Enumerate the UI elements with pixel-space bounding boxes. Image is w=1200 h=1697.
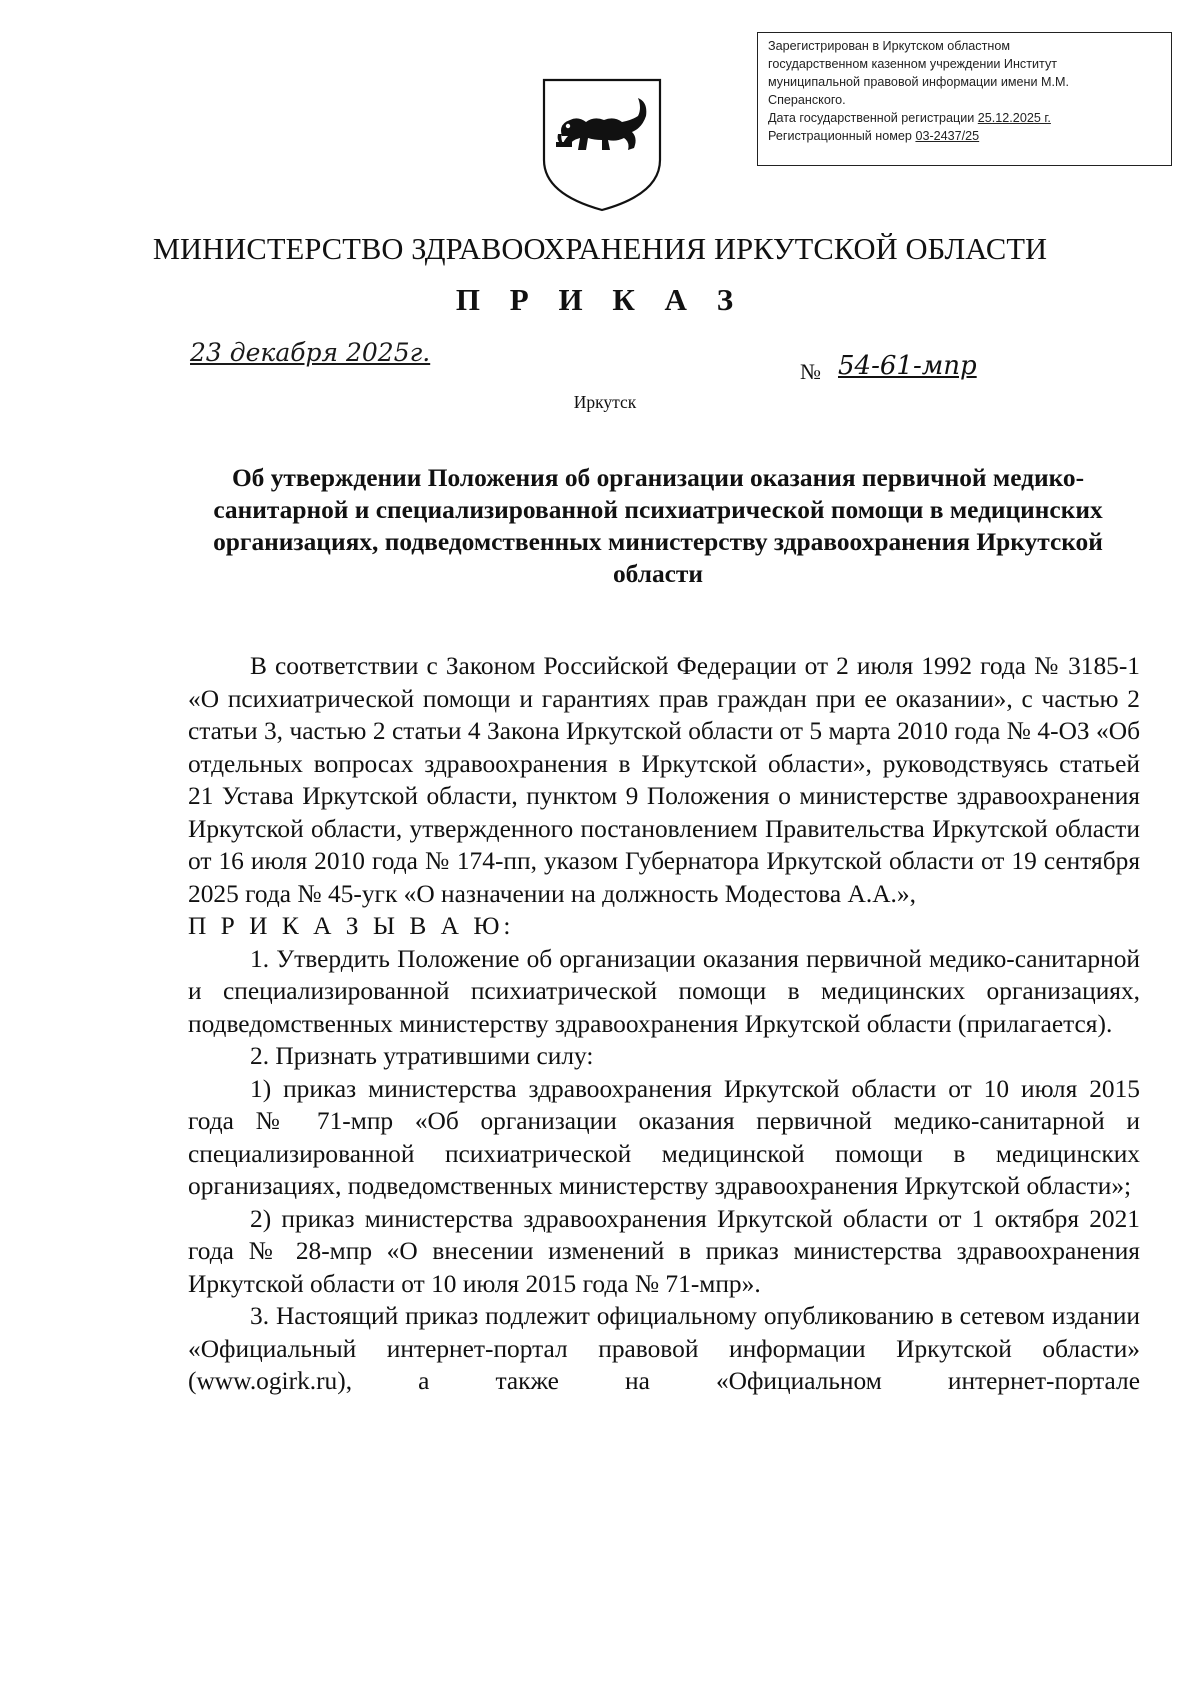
stamp-line: Сперанского.: [768, 93, 846, 107]
stamp-registration-number: [768, 127, 1163, 145]
document-body: [188, 650, 1140, 1398]
irkutsk-coat-of-arms-icon: [538, 76, 666, 213]
preamble-paragraph: В соответствии с Законом Российской Федерации от 2 июля 1992 года № 3185-1 «О психиатрической помощи и гарантиях прав граждан при ее оказании», с частью 2 статьи 3, частью 2 статьи 4 Закона Иркутской области от 5 марта 2010 года № 4-ОЗ «Об отдельных вопросах здравоохранения в Иркутской области», руководствуясь статьей 21 Устава Иркутской области, пунктом 9 Положения о министерстве здравоохранения Иркутской области, утвержденного постановлением Правительства Иркутской области от 16 июля 2010 года № 174-пп, указом Губернатора Иркутской области от 19 сентября 2025 года № 45-угк «О назначении на должность Модестова А.А.»,: [188, 652, 1140, 908]
stamp-date-value: 25.12.2025 г.: [977, 111, 1051, 125]
stamp-number-label: Регистрационный номер: [768, 129, 912, 143]
order-item-1: 1. Утвердить Положение об организации оказания первичной медико-санитарной и специализированной психиатрической помощи в медицинских организациях, подведомственных министерству здравоохранения Иркутской области (прилагается).: [188, 944, 1140, 1038]
city-name: Иркутск: [573, 392, 637, 412]
ministry-name: МИНИСТЕРСТВО ЗДРАВООХРАНЕНИЯ ИРКУТСКОЙ ОБЛАСТИ: [152, 232, 1048, 266]
stamp-number-value: 03-2437/25: [915, 129, 980, 143]
document-subject: Об утверждении Положения об организации оказания первичной медико-санитарной и специализированной психиатрической помощи в медицинских организациях, подведомственных министерству здравоохранения Иркутской области: [213, 464, 1103, 588]
order-item-3: 3. Настоящий приказ подлежит официальному опубликованию в сетевом издании «Официальный интернет-портал правовой информации Иркутской области» (www.ogirk.ru), а также на «Официальном интернет-портале: [188, 1302, 1140, 1395]
order-item-2: 2. Признать утратившими силу:: [250, 1042, 594, 1070]
handwritten-date: 23 декабря 2025г.: [190, 338, 431, 367]
stamp-registration-date: [768, 109, 1163, 127]
handwritten-order-number: 54-61-мпр: [838, 351, 977, 381]
stamp-date-label: Дата государственной регистрации: [768, 111, 975, 125]
stamp-line: государственном казенном учреждении Институт: [768, 57, 1058, 71]
number-sign: №: [800, 359, 821, 384]
stamp-line: Зарегистрирован в Иркутском областном: [768, 39, 1010, 53]
registration-stamp: [757, 32, 1172, 166]
stamp-line: муниципальной правовой информации имени М.М.: [768, 75, 1069, 89]
document-type-title: П Р И К А З: [455, 282, 745, 317]
order-item-2-2: 2) приказ министерства здравоохранения Иркутской области от 1 октября 2021 года № 28-мпр «О внесении изменений в приказ министерства здравоохранения Иркутской области от 10 июля 2015 года № 71-мпр».: [188, 1204, 1140, 1298]
order-directive-word: П Р И К А З Ы В А Ю:: [188, 912, 515, 940]
order-item-2-1: 1) приказ министерства здравоохранения Иркутской области от 10 июля 2015 года № 71-мпр «Об организации оказания первичной медико-санитарной и специализированной психиатрической медицинской помощи в медицинских организациях, подведомственных министерству здравоохранения Иркутской области»;: [188, 1074, 1140, 1200]
